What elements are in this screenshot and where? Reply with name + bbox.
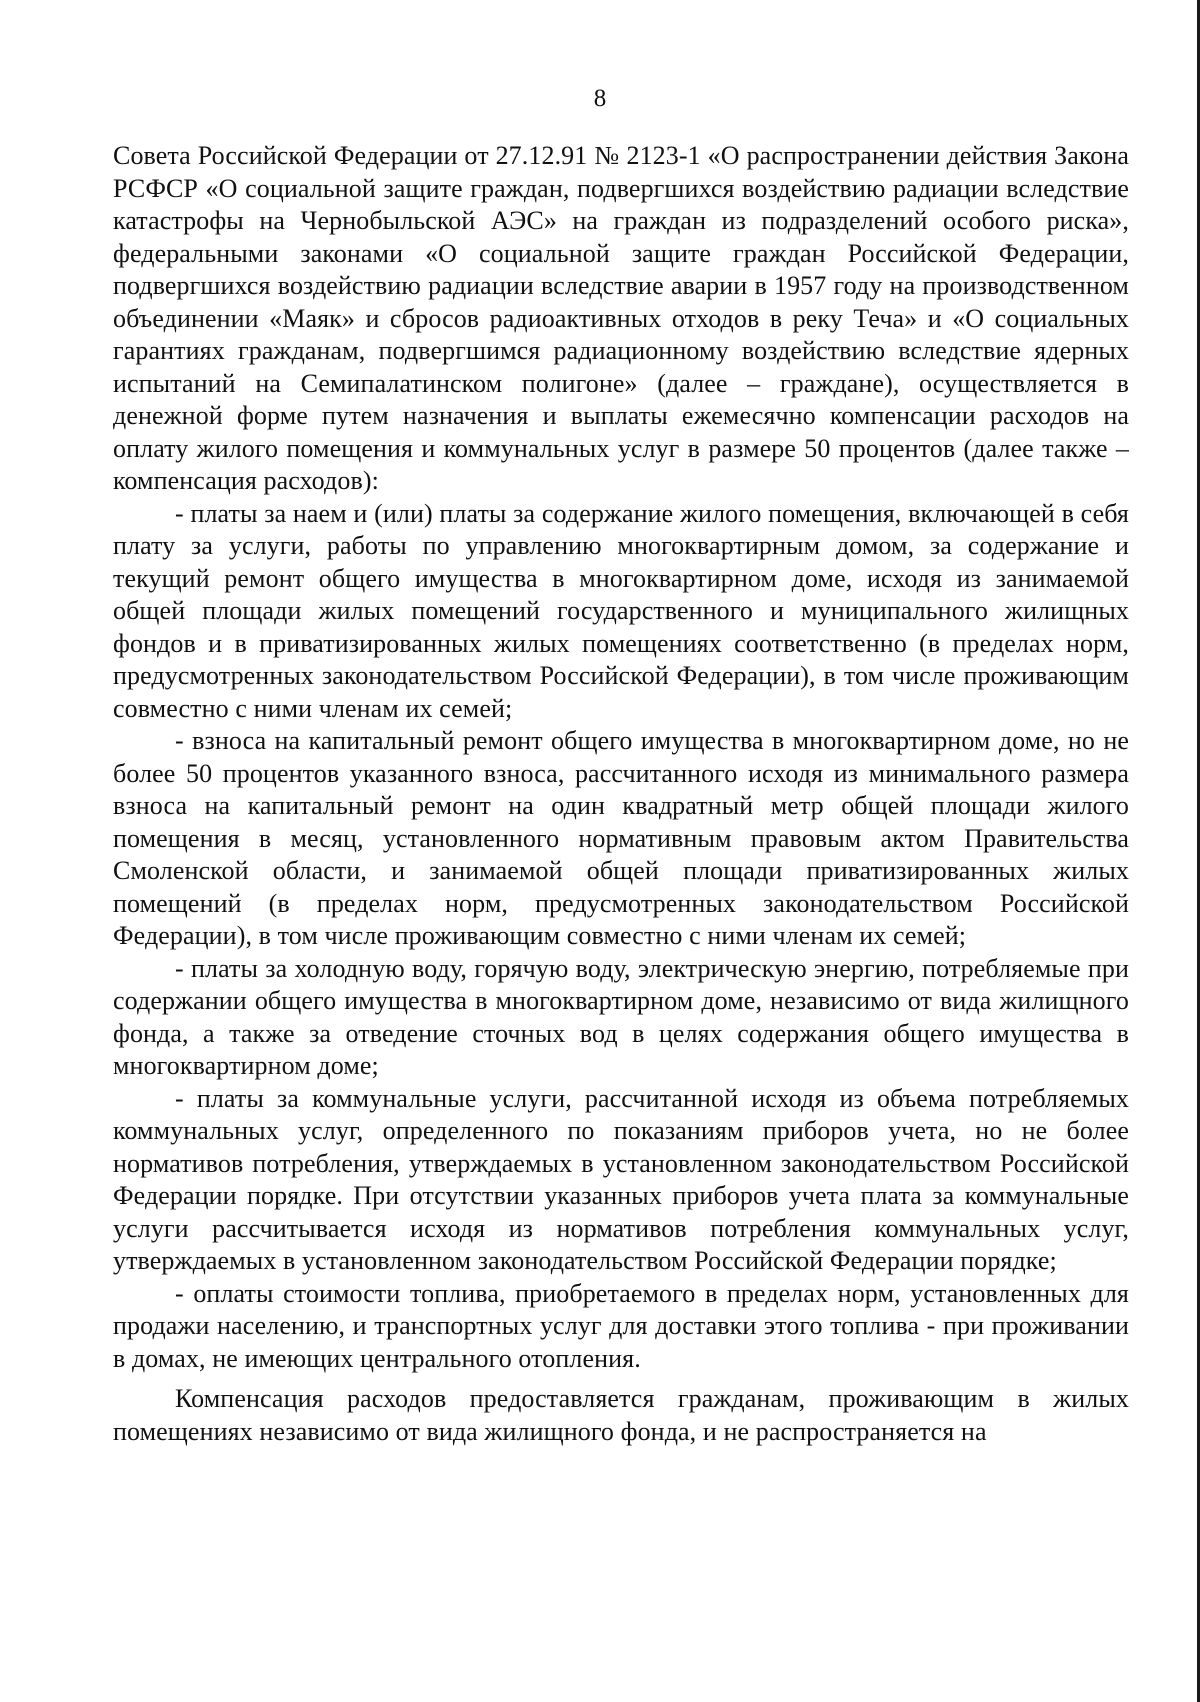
page-number: 8 (593, 85, 607, 112)
paragraph-compensation-scope: Компенсация расходов предоставляется гражданам, проживающим в жилых помещениях независимо от вида жилищного фонда, и не распространяется на (113, 1384, 1129, 1446)
paragraph-continuation: Совета Российской Федерации от 27.12.91 № 2123-1 «О распространении действия Закона РСФСР «О социальной защите граждан, подвергшихся воздействию радиации вследствие катастрофы на Чернобыльской АЭС» на граждан из подразделений особого риска», федеральными законами «О социальной защите граждан Российской Федерации, подвергшихся воздействию радиации вследствие аварии в 1957 году на производственном объединении «Маяк» и сбросов радиоактивных отходов в реку Теча» и «О социальных гарантиях гражданам, подвергшимся радиационному воздействию вследствие ядерных испытаний на Семипалатинском полигоне» (далее – граждане), осуществляется в денежной форме путем назначения и выплаты ежемесячно компенсации расходов на оплату жилого помещения и коммунальных услуг в размере 50 процентов (далее также – компенсация расходов): (113, 141, 1129, 495)
paragraph-item-capital-repair: - взноса на капитальный ремонт общего имущества в многоквартирном доме, но не более 50 процентов указанного взноса, рассчитанного исходя из минимального размера взноса на капитальный ремонт на один квадратный метр общей площади жилого помещения в месяц, установленного нормативным правовым актом Правительства Смоленской области, и занимаемой общей площади приватизированных жилых помещений (в пределах норм, предусмотренных законодательством Российской Федерации), в том числе проживающим совместно с ними членам их семей; (113, 726, 1129, 950)
paragraph-item-housing-payment: - платы за наем и (или) платы за содержание жилого помещения, включающей в себя плату за услуги, работы по управлению многоквартирным домом, за содержание и текущий ремонт общего имущества в многоквартирном доме, исходя из занимаемой общей площади жилых помещений государственного и муниципального жилищных фондов и в приватизированных жилых помещениях соответственно (в пределах норм, предусмотренных законодательством Российской Федерации), в том числе проживающим совместно с ними членам их семей; (113, 498, 1129, 723)
paragraph-item-fuel: - оплаты стоимости топлива, приобретаемого в пределах норм, установленных для продажи населению, и транспортных услуг для доставки этого топлива - при проживании в домах, не имеющих центрального отопления. (113, 1278, 1129, 1373)
paragraph-item-communal-services: - платы за коммунальные услуги, рассчитанной исходя из объема потребляемых коммунальных услуг, определенного по показаниям приборов учета, но не более нормативов потребления, утверждаемых в установленном законодательством Российской Федерации порядке. При отсутствии указанных приборов учета плата за коммунальные услуги рассчитывается исходя из нормативов потребления коммунальных услуг, утверждаемых в установленном законодательством Российской Федерации порядке; (113, 1083, 1129, 1275)
paragraph-item-common-property-utilities: - платы за холодную воду, горячую воду, электрическую энергию, потребляемые при содержании общего имущества в многоквартирном доме, независимо от вида жилищного фонда, а также за отведение сточных вод в целях содержания общего имущества в многоквартирном доме; (113, 953, 1129, 1080)
document-body (113, 140, 1129, 1448)
